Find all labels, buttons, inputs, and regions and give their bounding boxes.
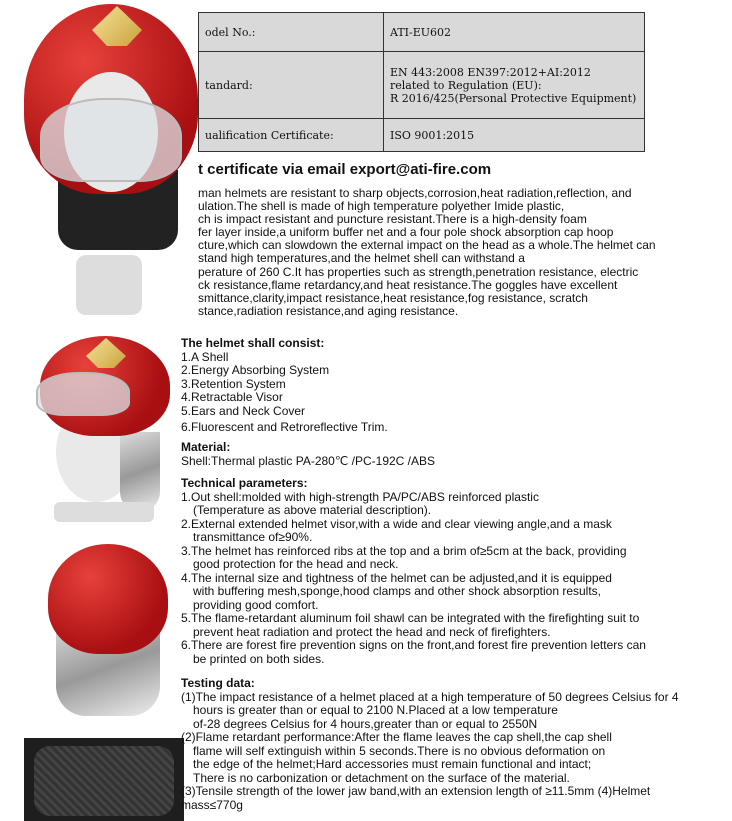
technical-heading: Technical parameters: — [181, 476, 308, 490]
material-section — [181, 441, 726, 468]
param-line: hours is greater than or equal to 2100 N.Placed at a low temperature — [193, 703, 558, 717]
consist-item: 2.Energy Absorbing System — [181, 363, 330, 377]
param-line: providing good comfort. — [193, 597, 319, 612]
param-line: flame will self extinguish within 5 seconds.There is no obvious deformation on — [193, 743, 606, 758]
param-line: prevent heat radiation and protect the head and neck of firefighters. — [193, 624, 551, 639]
intro-line: ch is impact resistant and puncture resistant.There is a high-density foam — [198, 212, 587, 227]
consist-item: 3.Retention System — [181, 376, 286, 391]
helmet-back-photo — [42, 540, 172, 720]
consist-section — [181, 337, 726, 435]
technical-section — [181, 477, 726, 666]
param-line: 5.The flame-retardant aluminum foil shawl can be integrated with the firefighting suit to — [181, 611, 640, 625]
certificate-notice: t certificate via email export@ati-fire.com — [198, 161, 492, 178]
param-line: (3)Tensile strength of the lower jaw band,with an extension length of ≥11.5mm (4)Helmet — [181, 784, 651, 798]
intro-line: ck resistance,flame retardancy,and heat resistance.The goggles have excellent — [198, 277, 618, 292]
intro-line: stand high temperatures,and the helmet shell can withstand a — [198, 251, 525, 266]
param-line: (2)Flame retardant performance:After the flame leaves the cap shell,the cap shell — [181, 730, 612, 744]
param-line: 2.External extended helmet visor,with a wide and clear viewing angle,and a mask — [181, 516, 612, 531]
consist-item: 4.Retractable Visor — [181, 390, 283, 404]
param-line: There is no carbonization or detachment on the surface of the material. — [193, 770, 570, 785]
testing-heading: Testing data: — [181, 676, 255, 690]
param-line: with buffering mesh,sponge,hood clamps and other shock absorption results, — [193, 584, 602, 598]
testing-section — [181, 677, 726, 812]
spec-row-model — [199, 13, 645, 52]
param-line: good protection for the head and neck. — [193, 557, 399, 571]
consist-item: 6.Fluorescent and Retroreflective Trim. — [181, 420, 388, 434]
intro-paragraph — [198, 187, 718, 318]
material-heading: Material: — [181, 440, 231, 454]
param-line: mass≤770g — [181, 797, 243, 812]
param-line: 4.The internal size and tightness of the helmet can be adjusted,and it is equipped — [181, 570, 612, 585]
helmet-side-photo — [30, 332, 180, 522]
consist-item: 1.A Shell — [181, 349, 229, 364]
spec-value-line: EN 443:2008 EN397:2012+AI:2012 — [390, 65, 591, 79]
intro-line: fer layer inside,a uniform buffer net and a four pole shock absorption cap hoop — [198, 225, 614, 240]
intro-line: smittance,clarity,impact resistance,heat resistance,fog resistance, scratch — [198, 290, 588, 305]
spec-value: ATI-EU602 — [384, 13, 645, 52]
consist-heading: The helmet shall consist: — [181, 336, 325, 350]
intro-line: cture,which can slowdown the external impact on the head as a whole.The helmet can — [198, 238, 656, 253]
intro-line: stance,radiation resistance,and aging resistance. — [198, 303, 459, 318]
param-line: 3.The helmet has reinforced ribs at the top and a brim of≥5cm at the back, providing — [181, 543, 627, 558]
spec-value: ISO 9001:2015 — [384, 119, 645, 152]
spec-key: odel No.: — [199, 13, 384, 52]
param-line: be printed on both sides. — [193, 651, 325, 666]
intro-line: perature of 260 C.It has properties such as strength,penetration resistance, electric — [198, 264, 639, 279]
spec-value — [384, 52, 645, 119]
param-line: of-28 degrees Celsius for 4 hours,greater than or equal to 2550N — [193, 716, 538, 731]
spec-row-standard — [199, 52, 645, 119]
intro-line: ulation.The shell is made of high temperature polyether Imide plastic, — [198, 199, 565, 214]
param-line: (1)The impact resistance of a helmet placed at a high temperature of 50 degrees Celsius for 4 — [181, 689, 679, 704]
param-line: the edge of the helmet;Hard accessories must remain functional and intact; — [193, 757, 592, 771]
spec-value-line: R 2016/425(Personal Protective Equipment) — [390, 91, 637, 105]
helmet-front-photo — [18, 0, 200, 318]
spec-key: tandard: — [199, 52, 384, 119]
material-text: Shell:Thermal plastic PA-280℃ /PC-192C /ABS — [181, 453, 436, 468]
param-line: 6.There are forest fire prevention signs on the front,and forest fire prevention letters can — [181, 638, 646, 652]
spec-table — [198, 12, 645, 152]
spec-value-line: related to Regulation (EU): — [390, 78, 542, 92]
param-line: transmittance of≥90%. — [193, 530, 313, 544]
intro-line: man helmets are resistant to sharp objects,corrosion,heat radiation,reflection, and — [198, 186, 632, 200]
consist-item: 5.Ears and Neck Cover — [181, 403, 306, 418]
param-line: (Temperature as above material description). — [193, 503, 432, 517]
param-line: 1.Out shell:molded with high-strength PA/PC/ABS reinforced plastic — [181, 489, 539, 504]
spec-row-certificate — [199, 119, 645, 152]
helmet-padding-photo — [24, 738, 184, 821]
spec-key: ualification Certificate: — [199, 119, 384, 152]
